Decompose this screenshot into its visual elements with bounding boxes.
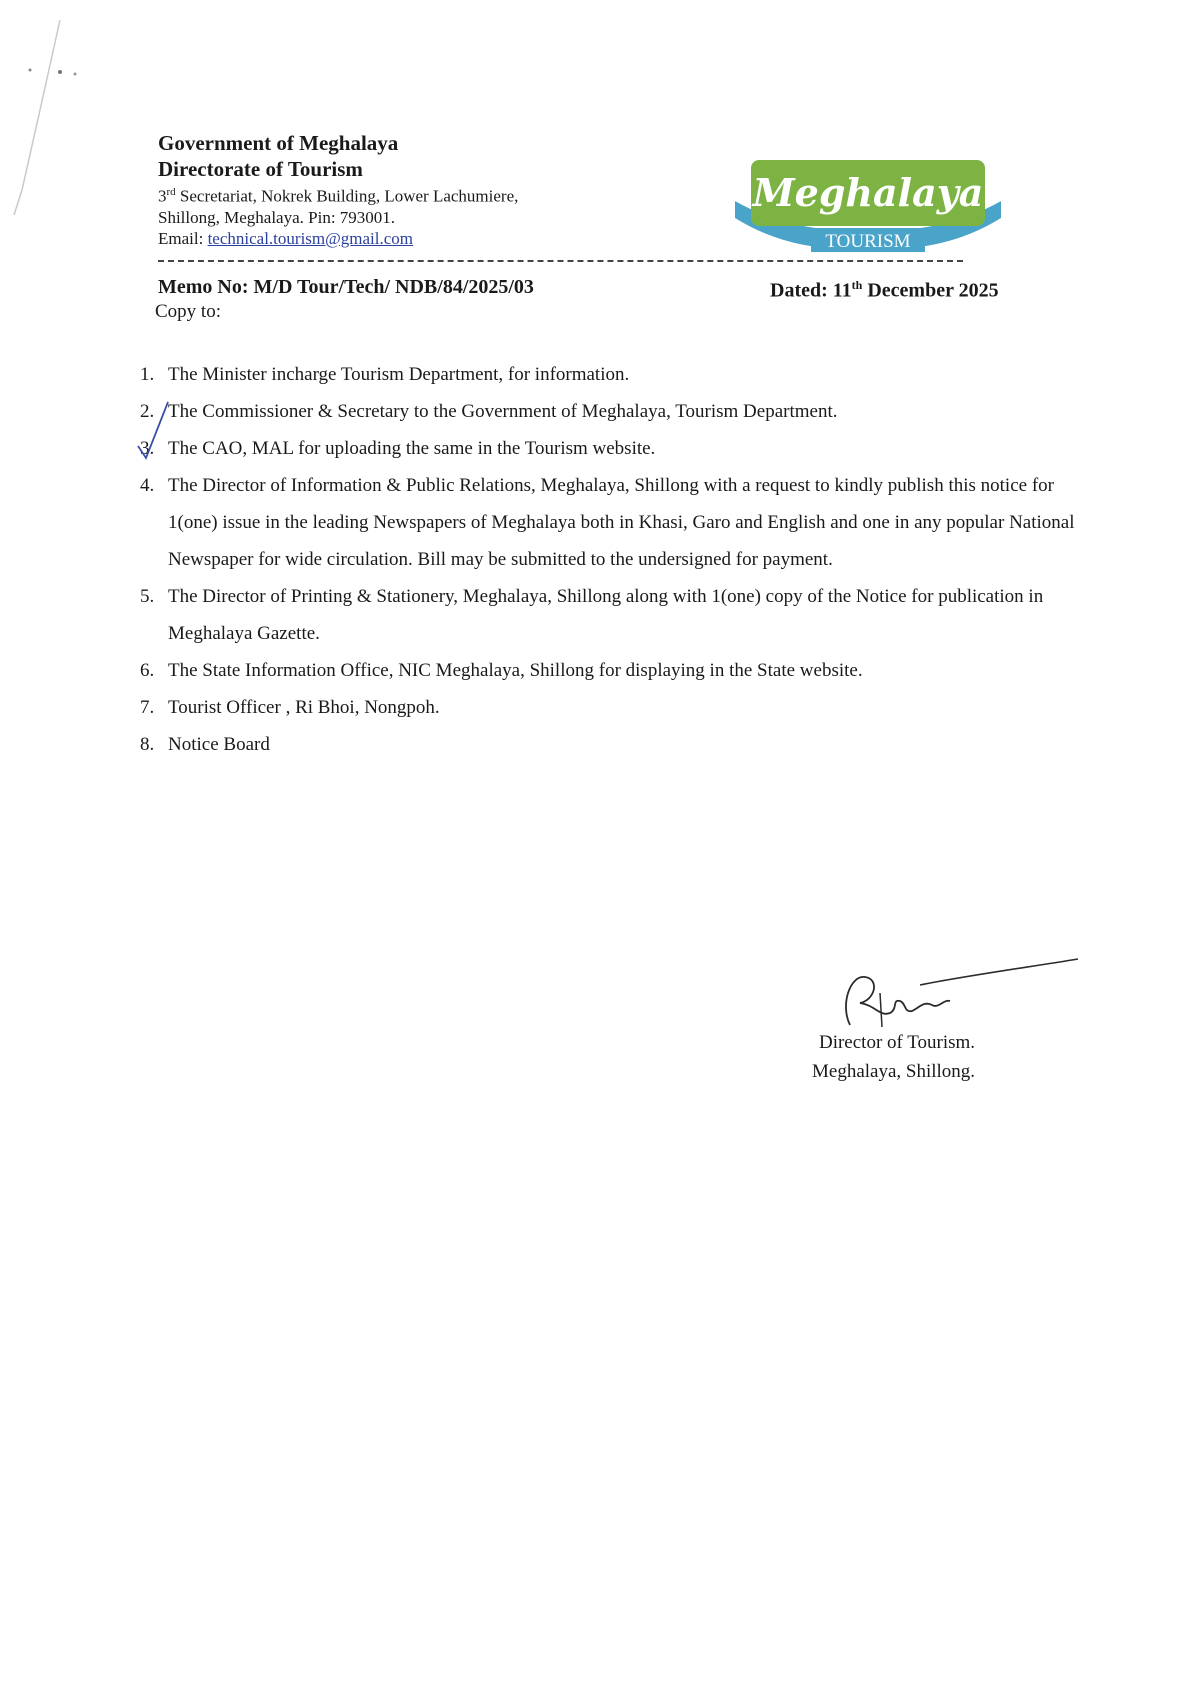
list-item-number: 6. bbox=[140, 660, 155, 681]
list-item-text: The Director of Printing & Stationery, Meghalaya, Shillong along with 1(one) copy of the Notice for publication in Meghalaya Gazette. bbox=[168, 586, 1044, 644]
list-item bbox=[140, 578, 1100, 652]
tick-mark-icon bbox=[134, 394, 174, 464]
address-text: Secretariat, Nokrek Building, Lower Lachumiere, bbox=[175, 186, 519, 206]
copy-list bbox=[140, 356, 1100, 763]
header-divider bbox=[158, 260, 963, 262]
list-item-number: 7. bbox=[140, 697, 155, 718]
list-item-text: Notice Board bbox=[168, 734, 270, 755]
list-item bbox=[140, 430, 1100, 467]
address-line-1 bbox=[158, 182, 718, 207]
date-rest: December 2025 bbox=[862, 279, 999, 302]
signature-icon bbox=[820, 955, 1080, 1035]
list-item bbox=[140, 393, 1100, 430]
address-line-2: Shillong, Meghalaya. Pin: 793001. bbox=[158, 207, 396, 227]
list-item bbox=[140, 689, 1100, 726]
list-item-number: 3. bbox=[140, 438, 155, 459]
list-item-number: 5. bbox=[140, 586, 155, 607]
list-item-text: The State Information Office, NIC Meghalaya, Shillong for displaying in the State website. bbox=[168, 660, 863, 681]
address-ordinal: rd bbox=[166, 186, 176, 198]
logo-banner-text: TOURISM bbox=[825, 231, 911, 252]
list-item-text: The Commissioner & Secretary to the Government of Meghalaya, Tourism Department. bbox=[168, 401, 838, 422]
email-line bbox=[158, 228, 718, 249]
list-item bbox=[140, 356, 1100, 393]
signatory-title: Director of Tourism. bbox=[818, 1032, 976, 1053]
list-item-text: The Director of Information & Public Relations, Meghalaya, Shillong with a request to kindly publish this notice for 1(one) issue in the leading Newspapers of Meghalaya both in Khasi, Garo and English and one in any popular National Newspaper for wide circulation. Bill may be submitted to the undersigned for payment. bbox=[168, 475, 1075, 570]
list-item-number: 4. bbox=[140, 475, 155, 496]
list-item bbox=[140, 726, 1100, 763]
date-prefix: Dated: 11 bbox=[770, 279, 852, 302]
signatory-location: Meghalaya, Shillong. bbox=[812, 1061, 976, 1082]
memo-number: Memo No: M/D Tour/Tech/ NDB/84/2025/03 bbox=[158, 276, 534, 298]
email-link[interactable]: technical.tourism@gmail.com bbox=[207, 228, 414, 248]
address-number: 3 bbox=[158, 186, 167, 206]
list-item-number: 2. bbox=[140, 401, 155, 422]
list-item-number: 8. bbox=[140, 734, 155, 755]
directorate-name: Directorate of Tourism bbox=[158, 157, 363, 181]
email-label: Email: bbox=[158, 228, 208, 248]
list-item bbox=[140, 467, 1100, 578]
government-name: Government of Meghalaya bbox=[158, 131, 399, 155]
scan-edge-mark bbox=[0, 0, 90, 230]
list-item-text: The CAO, MAL for uploading the same in the Tourism website. bbox=[168, 438, 656, 459]
list-item-text: Tourist Officer , Ri Bhoi, Nongpoh. bbox=[168, 697, 440, 718]
signatory-block bbox=[812, 1028, 975, 1086]
logo-script-text: Meghalaya bbox=[752, 170, 984, 215]
memo-date bbox=[770, 278, 999, 303]
copy-to-label: Copy to: bbox=[155, 301, 221, 322]
list-item-number: 1. bbox=[140, 364, 155, 385]
meghalaya-tourism-logo bbox=[733, 156, 1003, 256]
list-item bbox=[140, 652, 1100, 689]
date-ordinal: th bbox=[851, 278, 863, 292]
letterhead bbox=[158, 130, 718, 249]
list-item-text: The Minister incharge Tourism Department, for information. bbox=[168, 364, 630, 385]
